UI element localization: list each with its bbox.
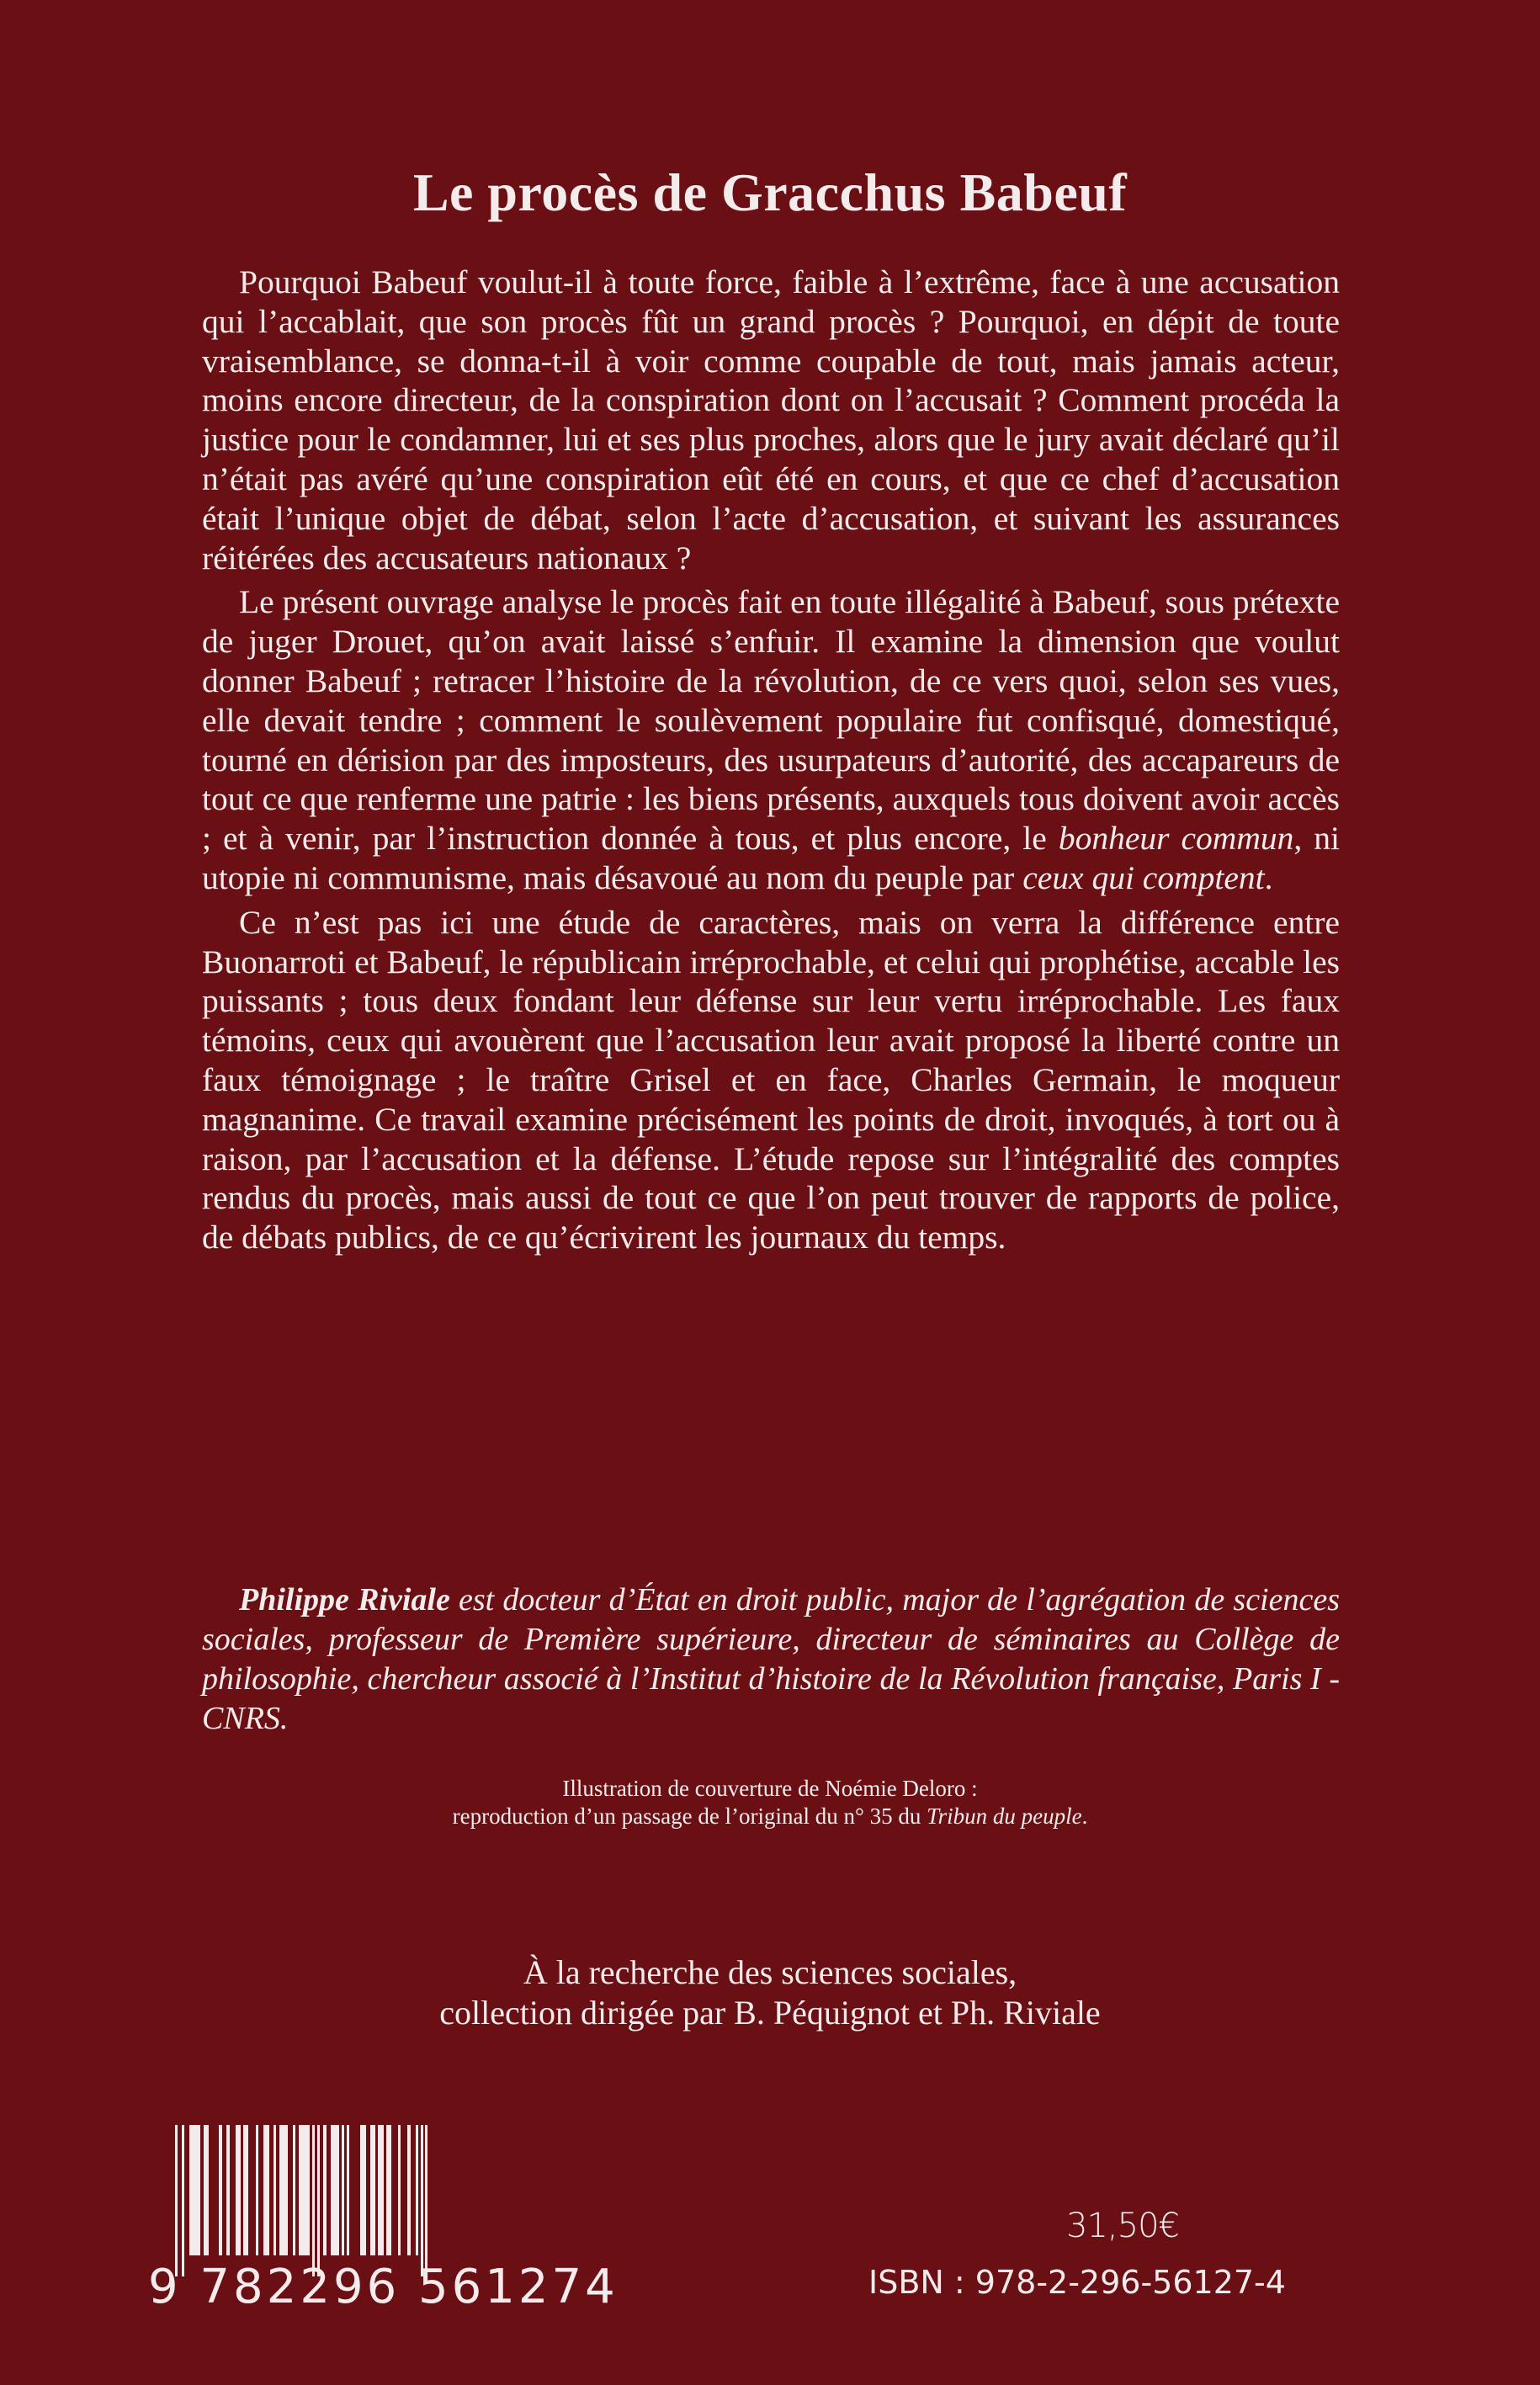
blurb-text: Le présent ouvrage analyse le procès fait en toute illégalité à Babeuf, sous prétexte de juger Drouet, qu’on avait laissé s’enfuir. Il examine la dimension que voulut donner Babeuf ; retracer l’histoire de la révolution, de ce vers quoi, selon ses vues, elle devait tendre ; comment le soulèvement populaire fut confisqué, domestiqué, tourné en dérision par des imposteurs, des usurpateurs d’autorité, des accapareurs de tout ce que renferme une patrie : les biens présents, auxquels tous doivent avoir accès ; et à venir, par l’instruction donnée à tous, et plus encore, le <box>202 583 1340 858</box>
author-bio-text: est docteur d’État en droit public, major de l’agrégation de sciences sociales, professeur de Première supérieure, directeur de séminaires au Collège de philosophie, chercheur associé à l’Institut d’histoire de la Révolution française, Paris I - CNRS. <box>202 1582 1341 1736</box>
blurb-text: , ni utopie ni communisme, mais désavoué au nom du peuple par <box>202 820 1340 896</box>
blurb-paragraph-1: Pourquoi Babeuf voulut-il à toute force, faible à l’extrême, face à une accusation qui l’accablait, que son procès fût un grand procès ? Pourquoi, en dépit de toute vraisemblance, se donna-t-il à voir comme coupable de tout, mais jamais acteur, moins encore directeur, de la conspiration dont on l’accusait ? Comment procéda la justice pour le condamner, lui et ses plus proches, alors que le jury avait déclaré qu’il n’était pas avéré qu’une conspiration eût été en cours, et que ce chef d’accusation était l’unique objet de débat, selon l’acte d’accusation, et suivant les assurances réitérées des accusateurs nationaux ? <box>202 263 1340 576</box>
blurb-paragraph-2 <box>202 582 1340 897</box>
credit-text: reproduction d’un passage de l’original du n° 35 du <box>452 1803 927 1829</box>
price: 31,50€ <box>1066 2207 1179 2245</box>
blurb-emphasis-ceux-qui-comptent: ceux qui comptent <box>1022 858 1265 896</box>
book-title: Le procès de Gracchus Babeuf <box>412 162 1128 222</box>
blurb-text: . <box>1264 858 1273 896</box>
collection-name: À la recherche des sciences sociales, <box>523 1953 1017 1991</box>
credit-publication-title: Tribun du peuple <box>927 1803 1082 1829</box>
blurb <box>202 263 1340 1257</box>
credit-text: . <box>1081 1803 1088 1829</box>
isbn: ISBN : 978-2-296-56127-4 <box>868 2264 1286 2301</box>
credit-line-2 <box>0 1803 1540 1830</box>
blurb-paragraph-3: Ce n’est pas ici une étude de caractères, mais on verra la différence entre Buonarroti et Babeuf, le républicain irréprochable, et celui qui prophétise, accable les puissants ; tous deux fondant leur défense sur leur vertu irréprochable. Les faux témoins, ceux qui avouèrent que l’accusation leur avait proposé la liberté contre un faux témoignage ; le traître Grisel et en face, Charles Germain, le moqueur magnanime. Ce travail examine précisément les points de droit, invoqués, à tort ou à raison, par l’accusation et la défense. L’étude repose sur l’intégralité des comptes rendus du procès, mais aussi de tout ce que l’on peut trouver de rapports de police, de débats publics, de ce qu’écrivirent les journaux du temps. <box>202 903 1340 1256</box>
author-name: Philippe Riviale <box>239 1582 450 1617</box>
collection-editors: collection dirigée par B. Péquignot et Ph. Riviale <box>439 1994 1101 2032</box>
blurb-emphasis-bonheur-commun: bonheur commun <box>1058 820 1294 858</box>
collection-info <box>0 1952 1540 2033</box>
credit-line-1: Illustration de couverture de Noémie Deloro : <box>562 1776 978 1801</box>
author-bio <box>202 1580 1340 1739</box>
barcode-number: 9 782296 561274 <box>148 2260 619 2314</box>
cover-illustration-credit <box>0 1775 1540 1830</box>
